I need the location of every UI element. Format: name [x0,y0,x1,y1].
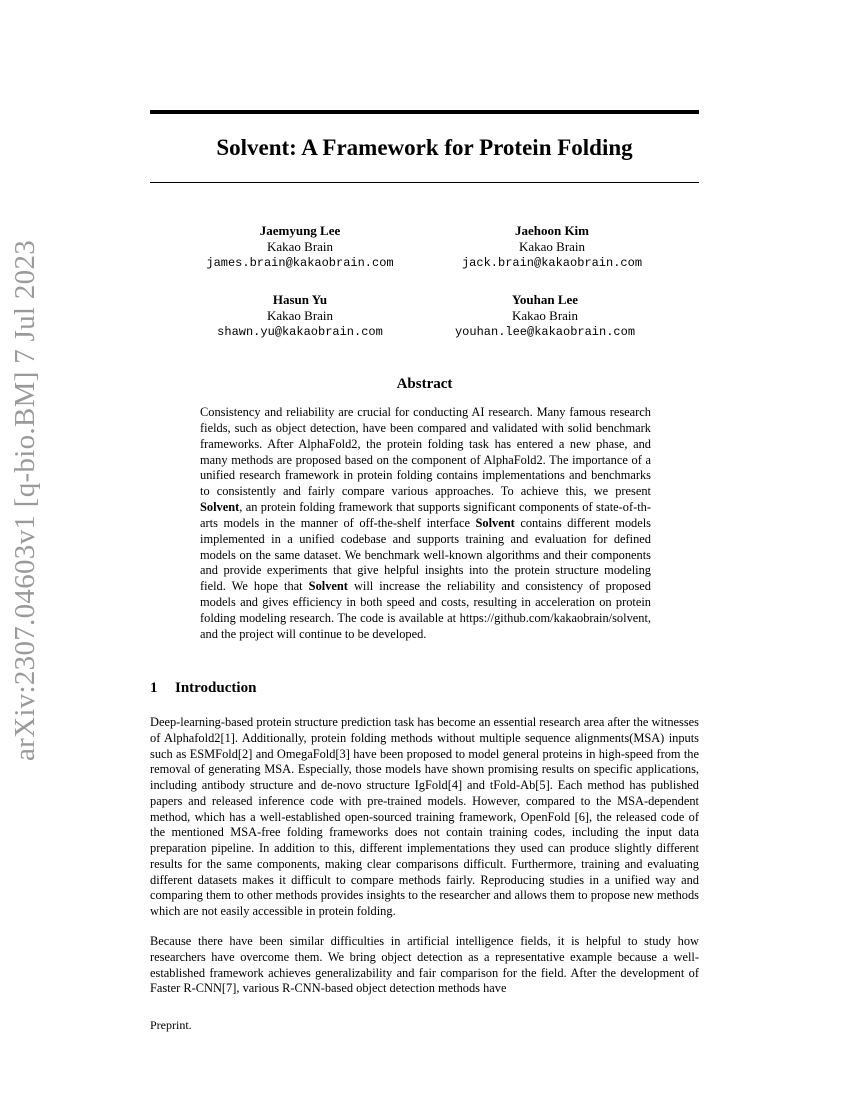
author-email: youhan.lee@kakaobrain.com [454,325,636,339]
section-title: Introduction [175,680,257,696]
abstract-text: , an protein folding framework that supports significant components of state-of-th-arts models in the manner of off-the-shelf interface [200,500,651,530]
page-footer: Preprint. [150,1018,192,1032]
abstract-emphasis: Solvent [200,500,240,515]
title-bottom-rule [150,182,699,183]
abstract-body [200,405,651,643]
author-name: Hasun Yu [272,292,328,307]
section-heading [150,680,256,697]
abstract-text: Consistency and reliability are crucial for conducting AI research. Many famous research fields, such as object detection, have been compared and validated with solid benchmark frameworks. After AlphaFold2, the protein folding task has entered a new phase, and many methods are proposed based on the component of AlphaFold2. The importance of a unified research framework in protein folding contains implementations and benchmarks to consistently and fairly compare various approaches. To achieve this, we present [200,405,651,499]
body-paragraph: Deep-learning-based protein structure prediction task has become an essential research area after the witnesses of Alphafold2[1]. Additionally, protein folding methods without multiple sequence alignments(MSA) inputs such as ESMFold[2] and OmegaFold[3] have been proposed to model general proteins in high-speed from the removal of generating MSA. Especially, those models have shown promising results on specific applications, including antibody structure and de-novo structure IgFold[4] and tFold-Ab[5]. Each method has published papers and released inference code with pre-trained models. However, compared to the MSA-dependent method, which has a well-established open-sourced training framework, OpenFold [6], the released code of the mentioned MSA-free folding frameworks does not contain training codes, including the input data preparation pipeline. In addition to this, different implementations they used can produce slightly different results for the same components, making clear comparisons difficult. Furthermore, training and evaluating different datasets makes it difficult to compare methods fairly. Reproducing studies in a unified way and comparing them to other methods provides insights to the researcher and allows them to propose new methods which are not easily accessible in protein folding. [150,715,699,918]
author-affiliation: Kakao Brain [518,239,586,254]
abstract-text: contains different models implemented in a unified codebase and supports training and evaluation for defined models on the same dataset. We benchmark well-known algorithms and their components and provide experiments that give helpful insights into the protein structure modeling field. We hope that [200,515,652,594]
author-email: jack.brain@kakaobrain.com [461,256,643,270]
abstract-emphasis: Solvent [308,579,348,594]
author-name: Jaemyung Lee [259,223,341,238]
author-name: Jaehoon Kim [514,223,590,238]
author-affiliation: Kakao Brain [266,239,334,254]
author-block [422,223,682,271]
author-block [170,223,430,271]
author-email: shawn.yu@kakaobrain.com [217,325,383,339]
author-email: james.brain@kakaobrain.com [206,256,394,270]
abstract-text: will increase the reliability and consistency of proposed models and gives efficiency in both speed and costs, resulting in acceleration on protein folding modeling research. The code is available at https://github.com/kakaobrain/solvent, and the project will continue to be developed. [200,579,651,641]
title-top-rule [150,110,699,114]
abstract-emphasis: Solvent [475,515,515,530]
arxiv-identifier-text: arXiv:2307.04603v1 [q-bio.BM] 7 Jul 2023 [9,239,42,761]
author-block [170,292,430,340]
author-name: Youhan Lee [511,292,579,307]
author-block [415,292,675,340]
author-affiliation: Kakao Brain [266,308,334,323]
section-number: 1 [150,680,158,696]
arxiv-identifier-stamp [8,239,44,761]
abstract-heading: Abstract [396,376,453,392]
paper-title: Solvent: A Framework for Protein Folding [216,135,633,160]
body-paragraph: Because there have been similar difficulties in artificial intelligence fields, it is helpful to study how researchers have overcome them. We bring object detection as a representative example because a well-established framework achieves generalizability and fair comparison for the field. After the development of Faster R-CNN[7], various R-CNN-based object detection methods have [150,934,699,996]
author-affiliation: Kakao Brain [511,308,579,323]
